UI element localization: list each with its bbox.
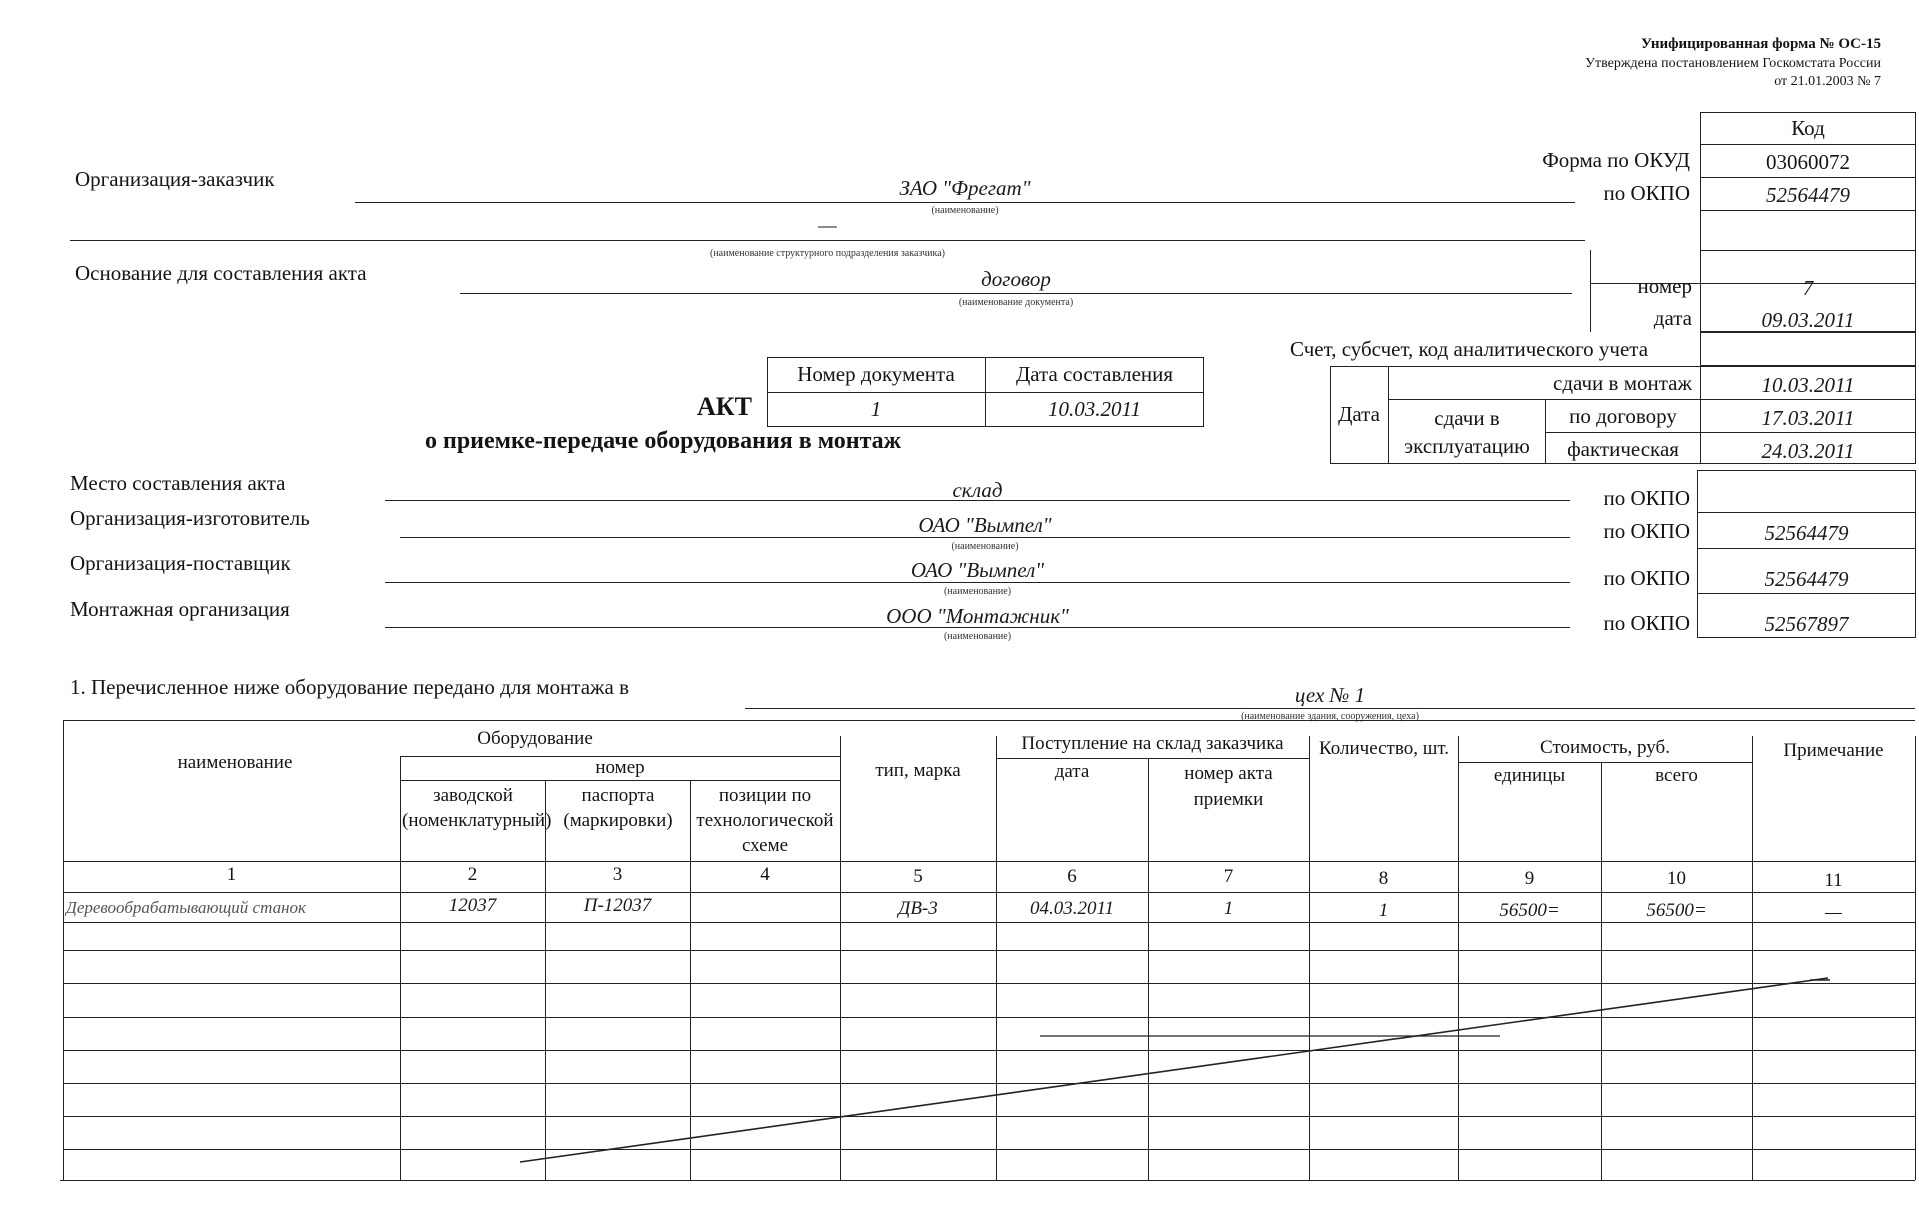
subdivision-caption: (наименование структурного подразделения заказчика) <box>710 248 945 259</box>
supplier-value: ОАО "Вымпел" <box>910 558 1045 582</box>
supplier-label: Организация-поставщик <box>70 551 291 575</box>
h-qty: Количество, шт. <box>1319 738 1449 759</box>
manufacturer-value: ОАО "Вымпел" <box>918 513 1052 537</box>
customer-label: Организация-заказчик <box>75 167 275 191</box>
h-receipt: Поступление на склад заказчика <box>1021 733 1284 754</box>
row-passport: П-12037 <box>583 895 652 916</box>
basis-value: договор <box>981 267 1051 291</box>
act-title: АКТ <box>697 392 752 421</box>
h-cost: Стоимость, руб. <box>1540 737 1670 758</box>
code-header: Код <box>1791 116 1825 140</box>
h-position: позиции по технологической схеме <box>696 785 834 856</box>
row-receipt-act: 1 <box>1223 898 1234 919</box>
h-equipment: Оборудование <box>477 728 593 749</box>
subdivision-value: — <box>818 213 837 237</box>
doc-number-header: Номер документа <box>797 362 955 386</box>
row-factory: 12037 <box>448 895 497 916</box>
okpo-value-installer: 52567897 <box>1764 612 1849 636</box>
col-number-11: 11 <box>1824 870 1843 891</box>
col-number-4: 4 <box>760 864 770 885</box>
basis-caption: (наименование документа) <box>958 297 1074 308</box>
by-contract-value: 17.03.2011 <box>1761 406 1855 430</box>
h-receipt-date: дата <box>1054 761 1090 782</box>
col-number-2: 2 <box>467 864 478 885</box>
col-number-9: 9 <box>1524 868 1535 889</box>
row-unit-cost: 56500= <box>1499 900 1560 921</box>
doc-number-value: 1 <box>870 397 882 421</box>
section1-caption: (наименование здания, сооружения, цеха) <box>1241 711 1419 722</box>
h-factory: заводской (номенклатурный) <box>402 785 552 831</box>
col-number-7: 7 <box>1223 866 1234 887</box>
okpo-label: по ОКПО <box>1603 181 1690 205</box>
basis-label: Основание для составления акта <box>75 261 367 285</box>
h-passport: паспорта (маркировки) <box>563 785 673 831</box>
row-total-cost: 56500= <box>1646 900 1707 921</box>
doc-date-value: 10.03.2011 <box>1048 397 1141 421</box>
okud-label: Форма по ОКУД <box>1542 148 1690 172</box>
row-name: Деревообрабатывающий станок <box>66 898 306 917</box>
okpo-value-manufacturer: 52564479 <box>1764 521 1849 545</box>
h-total: всего <box>1655 765 1698 786</box>
okpo-value: 52564479 <box>1766 183 1850 207</box>
col-number-6: 6 <box>1067 866 1077 887</box>
h-receipt-act: номер акта приемки <box>1184 763 1273 810</box>
okpo-label-supplier: по ОКПО <box>1603 566 1690 590</box>
basis-number-value: 7 <box>1802 276 1814 300</box>
okpo-value-supplier: 52564479 <box>1764 567 1849 591</box>
section1-text: 1. Перечисленное ниже оборудование передано для монтажа в <box>70 675 630 699</box>
by-contract-label: по договору <box>1569 404 1677 428</box>
installer-value: ООО "Монтажник" <box>886 604 1069 628</box>
form-title: Унифицированная форма № ОС-15 <box>1641 36 1881 52</box>
section1-value: цех № 1 <box>1294 683 1366 707</box>
h-type: тип, марка <box>875 760 961 781</box>
row-note: — <box>1825 902 1842 923</box>
place-label: Место составления акта <box>70 471 286 495</box>
okpo-label-installer: по ОКПО <box>1603 611 1690 635</box>
basis-number-label: номер <box>1637 274 1692 298</box>
h-name: наименование <box>177 752 293 773</box>
handover-montage-label: сдачи в монтаж <box>1553 371 1692 395</box>
basis-date-label: дата <box>1653 306 1692 330</box>
row-type: ДВ-3 <box>898 898 938 919</box>
h-unit: единицы <box>1493 765 1566 786</box>
customer-caption: (наименование) <box>931 205 999 216</box>
act-subtitle: о приемке-передаче оборудования в монтаж <box>425 428 902 454</box>
approved-line-1: Утверждена постановлением Госкомстата России <box>1585 56 1881 71</box>
customer-value: ЗАО "Фрегат" <box>899 176 1031 200</box>
col-number-10: 10 <box>1667 868 1686 889</box>
actual-value: 24.03.2011 <box>1761 439 1855 463</box>
col-number-3: 3 <box>612 864 623 885</box>
place-value: склад <box>952 478 1003 502</box>
col-number-1: 1 <box>226 864 237 885</box>
row-receipt-date: 04.03.2011 <box>1029 898 1115 919</box>
okpo-label-place: по ОКПО <box>1603 486 1690 510</box>
okpo-label-manufacturer: по ОКПО <box>1603 519 1690 543</box>
supplier-caption: (наименование) <box>943 586 1012 597</box>
row-qty: 1 <box>1378 900 1389 921</box>
installer-label: Монтажная организация <box>70 597 290 621</box>
installer-caption: (наименование) <box>943 631 1012 642</box>
approved-line-2: от 21.01.2003 № 7 <box>1774 74 1881 89</box>
handover-exploit-label: сдачи в эксплуатацию <box>1404 406 1530 458</box>
col-number-5: 5 <box>913 866 923 887</box>
doc-date-header: Дата составления <box>1015 362 1174 386</box>
manufacturer-label: Организация-изготовитель <box>70 506 310 530</box>
basis-date-value: 09.03.2011 <box>1761 308 1855 332</box>
manufacturer-caption: (наименование) <box>951 541 1019 552</box>
dates-label: Дата <box>1338 402 1380 426</box>
h-number: номер <box>595 757 645 778</box>
actual-label: фактическая <box>1567 437 1679 461</box>
col-number-8: 8 <box>1378 868 1389 889</box>
okud-value: 03060072 <box>1766 150 1850 174</box>
h-note: Примечание <box>1783 740 1884 761</box>
account-label: Счет, субсчет, код аналитического учета <box>1290 337 1649 361</box>
handover-montage-value: 10.03.2011 <box>1761 373 1855 397</box>
